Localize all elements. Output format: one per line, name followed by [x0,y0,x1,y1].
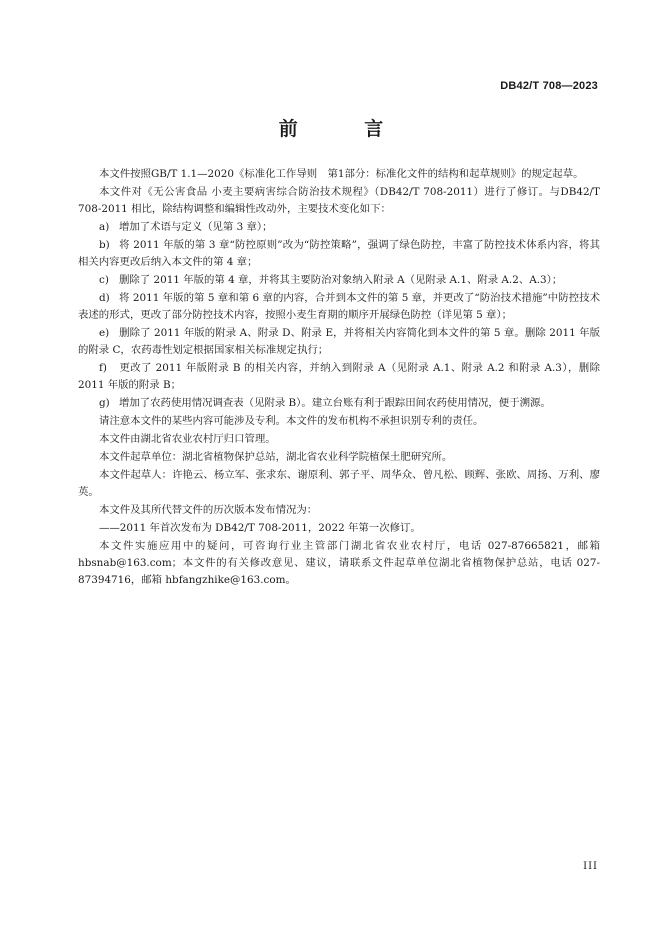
list-item-text: 删除了 2011 年版的附录 A、附录 D、附录 E，并将相关内容简化到本文件的第 5 章。删除 2011 年版的附录 C，农药毒性划定根据国家相关标准规定执行； [78,327,600,356]
paragraph-contact: 本文件实施应用中的疑问，可咨询行业主管部门湖北省农业农村厅，电话 027-87665821，邮箱 hbsnab@163.com；本文件的有关修改意见、建议，请联系文件起草单位湖北省植物保护总站，电话 027-87394716，邮箱 hbfangzhike@163.com。 [78,540,600,586]
document-body [78,166,600,590]
list-item [78,272,600,289]
paragraph-patent-notice: 请注意本文件的某些内容可能涉及专利。本文件的发布机构不承担识别专利的责任。 [99,415,484,427]
list-item [78,237,600,271]
list-item-text: 更改了 2011 年版附录 B 的相关内容，并纳入到附录 A（见附录 A.1、附录 A.2 和附录 A.3），删除 2011 年版的附录 B； [78,362,600,391]
list-item [78,219,600,236]
list-item-text: 删除了 2011 年版的第 4 章，并将其主要防治对象纳入附录 A（见附录 A.1、附录 A.2、A.3）； [119,274,563,286]
list-marker: c) [99,274,109,286]
list-marker: b) [99,239,110,251]
list-item-text: 增加了农药使用情况调查表（见附录 B）。建立台账有利于跟踪田间农药使用情况，便于溯源。 [119,397,551,409]
list-item [78,360,600,394]
page-number: III [583,861,598,872]
list-item-text: 将 2011 年版的第 5 章和第 6 章的内容，合并到本文件的第 5 章，并更改了“防治技术措施”中防控技术表述的形式，更改了部分防控技术内容，按照小麦生育期的顺序开展绿色防控（详见第 5 章）； [78,292,600,321]
list-marker: e) [99,327,110,339]
paragraph-management: 本文件由湖北省农业农村厅归口管理。 [99,433,276,445]
list-item [78,325,600,359]
paragraph-drafters: 本文件起草人：许艳云、杨立军、张求东、谢原利、郭子平、周华众、曾凡松、顾辉、张欧、周扬、万利、廖英。 [78,469,600,498]
list-marker: d) [99,292,110,304]
page-title: 前 言 [278,118,414,140]
list-marker: g) [99,397,110,409]
paragraph-drafting-basis: 本文件按照GB/T 1.1—2020《标准化工作导则 第1部分：标准化文件的结构和起草规则》的规定起草。 [99,168,584,180]
paragraph-drafting-units: 本文件起草单位：湖北省植物保护总站，湖北省农业科学院植保土肥研究所。 [99,451,453,463]
list-item-text: 增加了术语与定义（见第 3 章）； [119,221,273,233]
standard-code: DB42/T 708—2023 [500,80,598,92]
list-item [78,395,600,412]
list-marker: a) [99,221,110,233]
list-item [78,290,600,324]
paragraph-history-intro: 本文件及其所代替文件的历次版本发布情况为： [99,504,318,516]
list-marker: f) [99,362,107,374]
list-item-text: 将 2011 年版的第 3 章“防控原则”改为“防控策略”，强调了绿色防控，丰富了防控技术体系内容，将其相关内容更改后纳入本文件的第 4 章； [78,239,600,268]
paragraph-history-item: ——2011 年首次发布为 DB42/T 708-2011，2022 年第一次修订。 [99,522,421,534]
paragraph-revision-summary: 本文件对《无公害食品 小麦主要病害综合防治技术规程》（DB42/T 708-2011）进行了修订。与DB42/T 708-2011 相比，除结构调整和编辑性改动外，主要技术变化如下： [78,186,600,215]
